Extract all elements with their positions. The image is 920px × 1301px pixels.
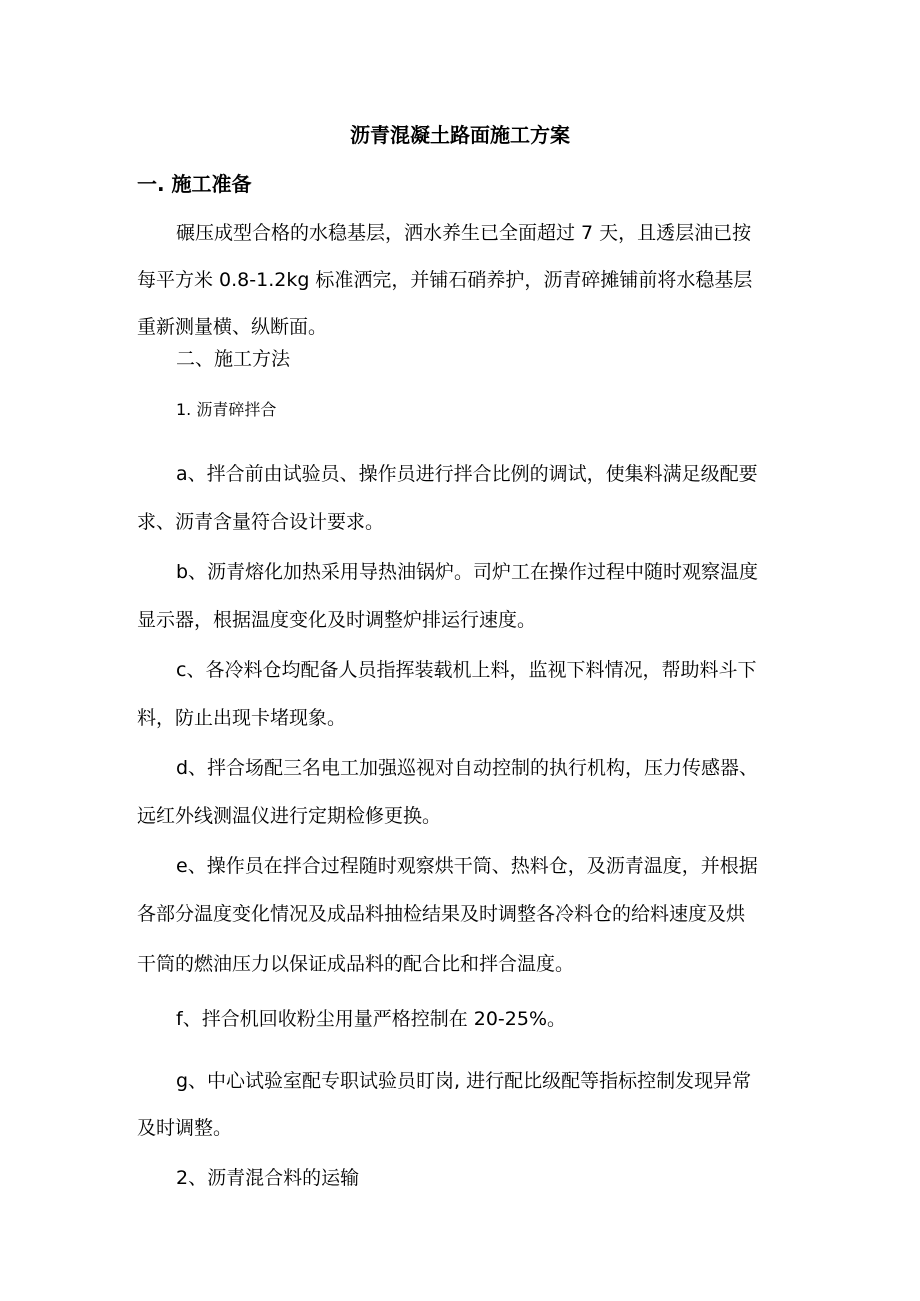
- paragraph-line: 碾压成型合格的水稳基层，洒水养生已全面超过 7 天，且透层油已按: [176, 222, 752, 244]
- subsection-heading-mixing: [176, 395, 276, 424]
- list-item-d-line: 远红外线测温仪进行定期检修更换。: [137, 805, 442, 827]
- list-item-b-line: b、沥青熔化加热采用导热油锅炉。司炉工在操作过程中随时观察温度: [176, 561, 759, 583]
- list-item-g-line: g、中心试验室配专职试验员盯岗, 进行配比级配等指标控制发现异常: [176, 1070, 752, 1092]
- list-item-a-line: 求、沥青含量符合设计要求。: [137, 511, 385, 533]
- list-item-c-line: c、各冷料仓均配备人员指挥装载机上料，监视下料情况，帮助料斗下: [176, 659, 757, 681]
- list-item-g-line: 及时调整。: [137, 1117, 233, 1139]
- list-item-a-line: a、拌合前由试验员、操作员进行拌合比例的调试，使集料满足级配要: [176, 463, 758, 485]
- subsection-heading-mixing-text: 1. 沥青碎拌合: [176, 400, 277, 419]
- section-heading-methods: 二、施工方法: [176, 348, 291, 370]
- list-item-d-line: d、拌合场配三名电工加强巡视对自动控制的执行机构，压力传感器、: [176, 757, 759, 779]
- list-item-e-line: e、操作员在拌合过程随时观察烘干筒、热料仓，及沥青温度，并根据: [176, 855, 758, 877]
- list-item-e-line: 各部分温度变化情况及成品料抽检结果及时调整各冷料仓的给料速度及烘: [137, 903, 746, 925]
- subsection-heading-transport: 2、沥青混合料的运输: [176, 1167, 360, 1189]
- list-item-f-line: f、拌合机回收粉尘用量严格控制在 20-25%。: [176, 1008, 566, 1030]
- document-title: 沥青混凝土路面施工方案: [350, 123, 570, 147]
- paragraph-line: 重新测量横、纵断面。: [137, 316, 328, 338]
- list-item-c-line: 料，防止出现卡堵现象。: [137, 707, 347, 729]
- section-heading-preparation: 一. 施工准备: [137, 172, 252, 196]
- list-item-b-line: 显示器，根据温度变化及时调整炉排运行速度。: [137, 609, 537, 631]
- list-item-e-line: 干筒的燃油压力以保证成品料的配合比和拌合温度。: [137, 953, 575, 975]
- paragraph-line: 每平方米 0.8-1.2kg 标准洒完，并铺石硝养护，沥青碎摊铺前将水稳基层: [137, 269, 753, 291]
